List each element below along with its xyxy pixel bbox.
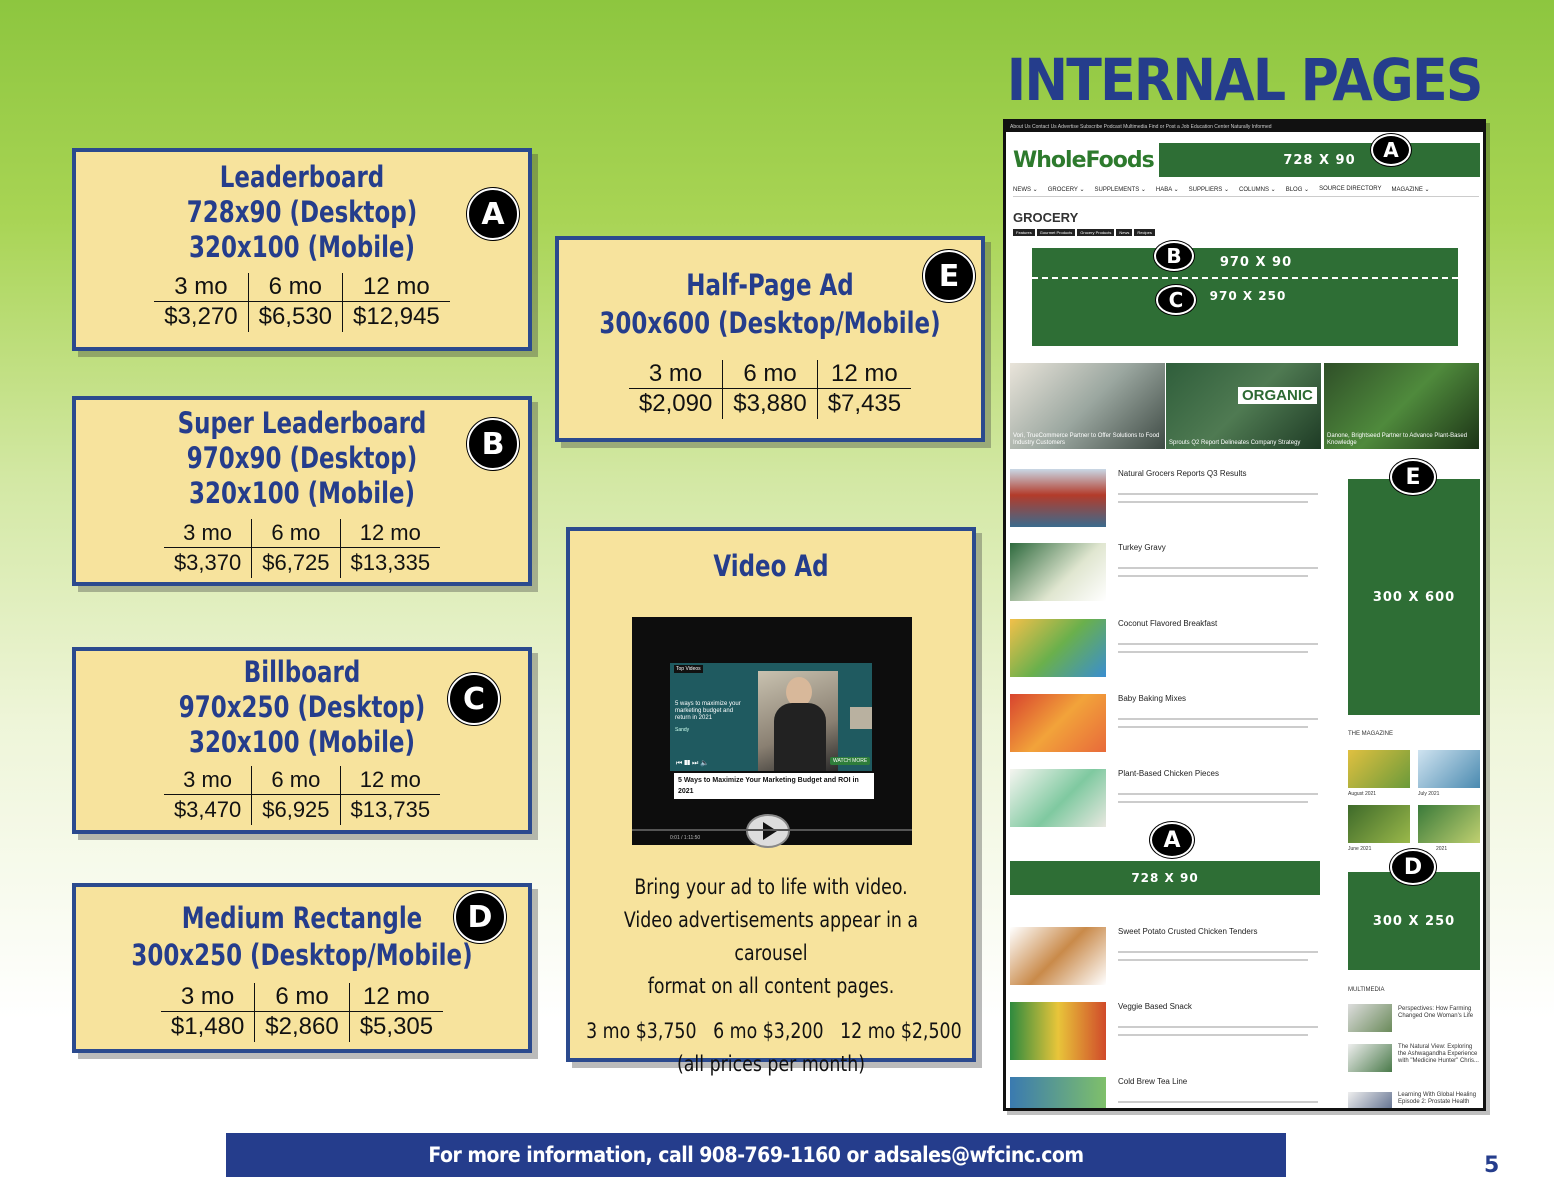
term-6mo: 6 mo — [252, 766, 340, 795]
article-thumb — [1010, 619, 1106, 677]
website-mockup — [1003, 119, 1486, 1111]
article-thumb — [1010, 769, 1106, 827]
badge-c: C — [448, 673, 500, 725]
card-heading: Medium Rectangle — [181, 901, 423, 935]
article-line — [1118, 567, 1318, 569]
pip-thumbnail — [850, 707, 872, 729]
mock-magazine-cover — [1418, 750, 1480, 788]
price-3mo: $2,090 — [638, 390, 713, 417]
video-tag: Top Videos — [676, 666, 701, 672]
card-heading: Super Leaderboard — [177, 406, 427, 440]
article-line — [1118, 718, 1318, 720]
mock-badge-d: D — [1390, 849, 1436, 885]
video-headline: 5 ways to maximize your marketing budget and return in 2021 — [675, 701, 741, 721]
price-3mo: $3,470 — [173, 797, 242, 822]
mock-tag: Grocery Products — [1077, 229, 1114, 236]
player-controls-icon: ⏮ ❚❚ ⏭ 🔈 — [676, 760, 709, 767]
video-ad-card — [566, 527, 976, 1076]
price-12mo: $13,335 — [340, 548, 440, 579]
video-price-note: (all prices per month) — [676, 1052, 866, 1076]
mock-logo: WholeFoods — [1013, 148, 1154, 173]
term-3mo: 3 mo — [629, 360, 723, 389]
price-table — [161, 983, 443, 1042]
mock-mag-date: July 2021 — [1418, 791, 1440, 797]
video-author: Sandy — [675, 727, 690, 733]
article-line — [1118, 575, 1308, 577]
mock-mag-date: June 2021 — [1348, 846, 1372, 852]
mock-photo-3 — [1324, 363, 1479, 449]
term-3mo: 3 mo — [164, 766, 252, 795]
mock-multimedia-item: The Natural View: Exploring the Ashwagandha Experience with "Medicine Hunter" Chris... — [1398, 1044, 1479, 1064]
article-title: Veggie Based Snack — [1118, 1002, 1192, 1011]
article-title: Plant-Based Chicken Pieces — [1118, 769, 1219, 778]
mock-multimedia-item: Perspectives: How Farming Changed One Woman's Life — [1398, 1006, 1474, 1019]
mock-multimedia-thumb — [1348, 1004, 1392, 1032]
mock-ad-300x600: 300 X 600 — [1348, 479, 1480, 715]
mock-nav-item: COLUMNS ⌄ — [1238, 187, 1276, 193]
card-desktop-size: 728x90 (Desktop) — [186, 195, 418, 229]
mock-tag: News — [1116, 229, 1132, 236]
price-table — [164, 766, 440, 825]
article-thumb — [1010, 694, 1106, 752]
article-thumb — [1010, 1002, 1106, 1060]
mock-article — [1010, 619, 1330, 679]
article-line — [1118, 493, 1318, 495]
article-thumb — [1010, 543, 1106, 601]
card-desktop-size: 970x250 (Desktop) — [178, 690, 426, 724]
mock-photo-1 — [1010, 363, 1165, 449]
article-title: Coconut Flavored Breakfast — [1118, 619, 1218, 628]
article-line — [1118, 951, 1318, 953]
badge-e: E — [923, 250, 975, 302]
mock-nav-item: SUPPLEMENTS ⌄ — [1094, 187, 1146, 193]
price-12mo: $5,305 — [349, 1012, 443, 1043]
mock-ad-300x250: 300 X 250 — [1348, 872, 1480, 970]
mock-article — [1010, 469, 1330, 529]
article-line — [1118, 643, 1318, 645]
video-pricing: 3 mo $3,750 6 mo $3,200 12 mo $2,500 — [586, 1019, 962, 1043]
article-thumb — [1010, 1077, 1106, 1111]
article-title: Sweet Potato Crusted Chicken Tenders — [1118, 927, 1258, 936]
video-player[interactable] — [632, 617, 912, 845]
video-time: 0:01 / 1:11:50 — [670, 835, 701, 841]
price-3mo: $3,370 — [173, 550, 242, 575]
mock-ad-970x90-label: 970 X 90 — [1219, 254, 1293, 270]
article-line — [1118, 801, 1308, 803]
mock-tag: Recipes — [1134, 229, 1154, 236]
card-size: 300x600 (Desktop/Mobile) — [599, 306, 941, 340]
video-progress-bar[interactable] — [632, 829, 912, 831]
medium-rectangle-card — [72, 883, 532, 1053]
price-6mo: $6,530 — [248, 302, 342, 333]
term-6mo: 6 mo — [248, 273, 342, 302]
price-6mo: $6,725 — [252, 548, 340, 579]
mock-section-title: GROCERY — [1013, 210, 1079, 225]
badge-b: B — [467, 418, 519, 470]
term-12mo: 12 mo — [349, 983, 443, 1012]
half-page-card — [555, 236, 985, 442]
mock-badge-b: B — [1154, 241, 1194, 271]
mock-article — [1010, 927, 1330, 987]
watch-more-button[interactable]: WATCH MORE — [830, 757, 870, 765]
organic-sign: ORGANIC — [1238, 387, 1317, 404]
article-title: Natural Grocers Reports Q3 Results — [1118, 469, 1247, 478]
card-mobile-size: 320x100 (Mobile) — [189, 476, 415, 510]
term-6mo: 6 mo — [723, 360, 817, 389]
mock-nav-item: GROCERY ⌄ — [1047, 187, 1085, 193]
mock-magazine-cover — [1418, 805, 1480, 843]
price-3mo: $1,480 — [170, 1013, 245, 1040]
video-frame — [670, 663, 872, 771]
mock-magazine-cover — [1348, 750, 1410, 788]
badge-a: A — [467, 188, 519, 240]
article-line — [1118, 793, 1318, 795]
article-title: Cold Brew Tea Line — [1118, 1077, 1188, 1086]
card-desktop-size: 970x90 (Desktop) — [186, 441, 418, 475]
mock-mag-date: 2021 — [1436, 846, 1448, 852]
card-mobile-size: 320x100 (Mobile) — [189, 725, 415, 759]
mock-photo-caption: Sprouts Q2 Report Delineates Company Strategy — [1169, 440, 1301, 446]
mock-badge-c: C — [1156, 285, 1196, 315]
mock-article — [1010, 769, 1330, 829]
super-leaderboard-card — [72, 396, 532, 586]
badge-d: D — [454, 891, 506, 943]
article-line — [1118, 726, 1308, 728]
article-line — [1118, 651, 1308, 653]
mock-nav-item: SUPPLIERS ⌄ — [1188, 187, 1229, 193]
price-table — [154, 273, 450, 332]
page-number: 5 — [1484, 1153, 1500, 1178]
mock-nav-item: MAGAZINE ⌄ — [1391, 187, 1430, 193]
article-title: Turkey Gravy — [1118, 543, 1166, 552]
leaderboard-card — [72, 148, 532, 351]
play-triangle-icon — [763, 822, 777, 840]
price-table — [164, 519, 440, 578]
price-12mo: $12,945 — [343, 302, 450, 333]
article-title: Baby Baking Mixes — [1118, 694, 1187, 703]
article-line — [1118, 959, 1308, 961]
play-button-icon[interactable] — [746, 814, 790, 848]
mock-tag: Gourmet Products — [1037, 229, 1075, 236]
mock-photo-caption: Vori, TrueCommerce Partner to Offer Solutions to Food Industry Customers — [1013, 433, 1160, 446]
mock-tags — [1013, 229, 1155, 236]
billboard-card — [72, 647, 532, 834]
presenter-body — [774, 703, 826, 771]
mock-nav-item: NEWS ⌄ — [1013, 187, 1038, 193]
mock-ad-728x90-mid: 728 X 90 — [1010, 861, 1320, 895]
mock-ad-970x90-divider — [1032, 277, 1458, 279]
card-heading: Video Ad — [713, 549, 829, 583]
price-6mo: $6,925 — [252, 795, 340, 826]
price-6mo: $3,880 — [723, 389, 817, 420]
card-mobile-size: 320x100 (Mobile) — [189, 230, 415, 264]
mock-photo-2 — [1166, 363, 1321, 449]
article-thumb — [1010, 469, 1106, 527]
mock-article — [1010, 1077, 1330, 1111]
mock-ad-728x90-top: 728 X 90 — [1159, 143, 1480, 177]
mock-article — [1010, 694, 1330, 754]
price-table — [629, 360, 911, 419]
term-12mo: 12 mo — [340, 766, 440, 795]
mock-badge-e: E — [1390, 459, 1436, 495]
price-3mo: $3,270 — [164, 303, 238, 330]
mock-nav-item: SOURCE DIRECTORY — [1319, 186, 1382, 192]
mock-article — [1010, 1002, 1330, 1062]
video-description — [570, 871, 972, 1081]
desc-line-1: Bring your ad to life with video. — [634, 875, 908, 899]
footer-contact-bar: For more information, call 908-769-1160 or adsales@wfcinc.com — [226, 1133, 1286, 1177]
mock-multimedia-thumb — [1348, 1044, 1392, 1072]
mock-multimedia-item: Learning With Global Healing Episode 2: Prostate Health — [1398, 1092, 1477, 1105]
video-caption: 5 Ways to Maximize Your Marketing Budget and ROI in 2021 — [674, 773, 874, 799]
mock-badge-a-mid: A — [1150, 822, 1194, 858]
card-size: 300x250 (Desktop/Mobile) — [131, 938, 473, 972]
article-line — [1118, 1034, 1308, 1036]
article-line — [1118, 1026, 1318, 1028]
mock-magazine-cover — [1348, 805, 1410, 843]
card-heading: Half-Page Ad — [686, 268, 854, 302]
mock-nav-item: HABA ⌄ — [1155, 187, 1179, 193]
mock-tag: Features — [1013, 229, 1035, 236]
term-3mo: 3 mo — [154, 273, 248, 302]
price-12mo: $7,435 — [817, 389, 911, 420]
article-line — [1118, 501, 1308, 503]
mock-nav-item: BLOG ⌄ — [1285, 187, 1310, 193]
mock-ad-970x250-label: 970 X 250 — [1209, 289, 1287, 303]
card-heading: Billboard — [243, 655, 361, 689]
mock-nav — [1013, 186, 1479, 197]
article-thumb — [1010, 927, 1106, 985]
term-12mo: 12 mo — [343, 273, 450, 302]
term-6mo: 6 mo — [252, 519, 340, 548]
desc-line-2: Video advertisements appear in a carousel — [623, 908, 919, 965]
price-6mo: $2,860 — [255, 1012, 349, 1043]
mock-photo-caption: Danone, Brightseed Partner to Advance Plant-Based Knowledge — [1327, 433, 1468, 446]
mock-multimedia-thumb — [1348, 1092, 1392, 1111]
mock-mag-date: August 2021 — [1348, 791, 1377, 797]
mock-multimedia: MULTIMEDIA — [1348, 987, 1385, 993]
term-3mo: 3 mo — [161, 983, 255, 1012]
mock-the-magazine: THE MAGAZINE — [1348, 731, 1394, 737]
article-line — [1118, 1101, 1318, 1103]
card-heading: Leaderboard — [219, 160, 385, 194]
term-3mo: 3 mo — [164, 519, 252, 548]
term-12mo: 12 mo — [340, 519, 440, 548]
term-6mo: 6 mo — [255, 983, 349, 1012]
page-title: INTERNAL PAGES — [1007, 46, 1482, 114]
term-12mo: 12 mo — [817, 360, 911, 389]
mock-article — [1010, 543, 1330, 603]
price-12mo: $13,735 — [340, 795, 440, 826]
mock-topbar: About Us Contact Us Advertise Subscribe Podcast Multimedia Find or Post a Job Education Center Naturally Informed — [1006, 122, 1483, 132]
desc-line-3: format on all content pages. — [647, 974, 895, 998]
mock-badge-a-top: A — [1371, 134, 1411, 166]
